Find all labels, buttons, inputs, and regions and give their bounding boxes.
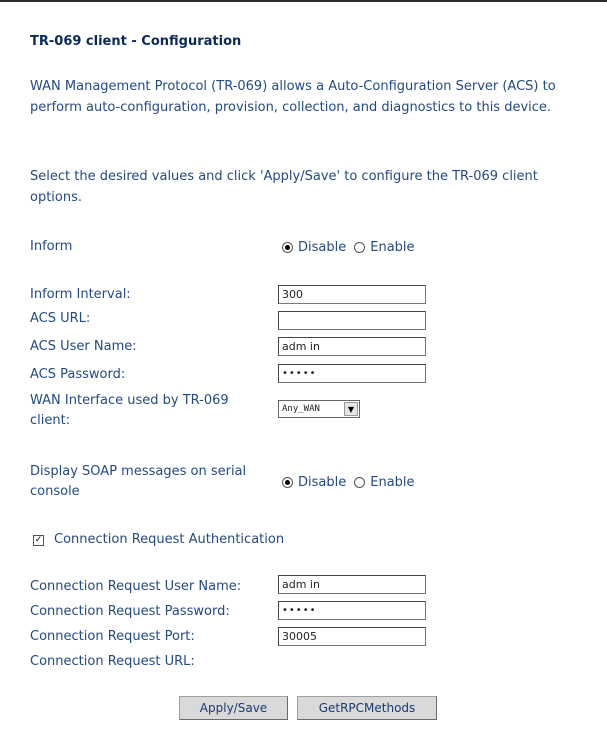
- soap-label: Display SOAP messages on serial console: [30, 464, 247, 499]
- conn-user-name-input[interactable]: adm in: [278, 575, 426, 594]
- acs-user-name-label: ACS User Name:: [30, 339, 137, 354]
- inform-label: Inform: [30, 239, 73, 254]
- conn-url-label: Connection Request URL:: [30, 654, 195, 669]
- inform-enable-label: Enable: [370, 239, 415, 255]
- acs-password-label: ACS Password:: [30, 367, 126, 382]
- conn-port-label: Connection Request Port:: [30, 629, 195, 644]
- inform-interval-input[interactable]: 300: [278, 285, 426, 304]
- intro-text: WAN Management Protocol (TR-069) allows a Auto-Configuration Server (ACS) to perform auto-configuration, provision, collection, and diagnostics to this device.: [30, 79, 556, 115]
- inform-disable-radio[interactable]: [282, 242, 293, 253]
- acs-url-input[interactable]: [278, 311, 426, 330]
- apply-save-button[interactable]: Apply/Save: [179, 696, 288, 720]
- soap-radio-group: [282, 472, 415, 492]
- instruction-text: Select the desired values and click 'Apply/Save' to configure the TR-069 client options.: [30, 169, 538, 205]
- inform-radio-group: [282, 237, 415, 257]
- inform-disable-label: Disable: [298, 239, 347, 255]
- acs-password-input[interactable]: •••••: [278, 364, 426, 383]
- page-title: TR-069 client - Configuration: [30, 34, 242, 49]
- conn-auth-checkbox[interactable]: ✓: [34, 534, 43, 545]
- chevron-down-icon[interactable]: ▼: [344, 402, 358, 416]
- wan-interface-value: Any_WAN: [282, 404, 320, 414]
- top-border: [0, 0, 607, 2]
- soap-enable-radio[interactable]: [354, 477, 365, 488]
- soap-disable-radio[interactable]: [282, 477, 293, 488]
- wan-interface-select[interactable]: [278, 400, 360, 418]
- inform-interval-label: Inform Interval:: [30, 287, 131, 302]
- acs-user-name-input[interactable]: adm in: [278, 337, 426, 356]
- soap-enable-label: Enable: [370, 474, 415, 490]
- conn-password-label: Connection Request Password:: [30, 604, 230, 619]
- conn-user-name-label: Connection Request User Name:: [30, 579, 242, 594]
- soap-disable-label: Disable: [298, 474, 347, 490]
- wan-interface-label: WAN Interface used by TR-069 client:: [30, 393, 229, 428]
- conn-port-input[interactable]: 30005: [278, 627, 426, 646]
- conn-password-input[interactable]: •••••: [278, 601, 426, 620]
- conn-auth-label: Connection Request Authentication: [54, 532, 285, 547]
- get-rpc-methods-button[interactable]: GetRPCMethods: [297, 696, 437, 720]
- conn-auth-row: [33, 530, 284, 550]
- acs-url-label: ACS URL:: [30, 311, 91, 326]
- inform-enable-radio[interactable]: [354, 242, 365, 253]
